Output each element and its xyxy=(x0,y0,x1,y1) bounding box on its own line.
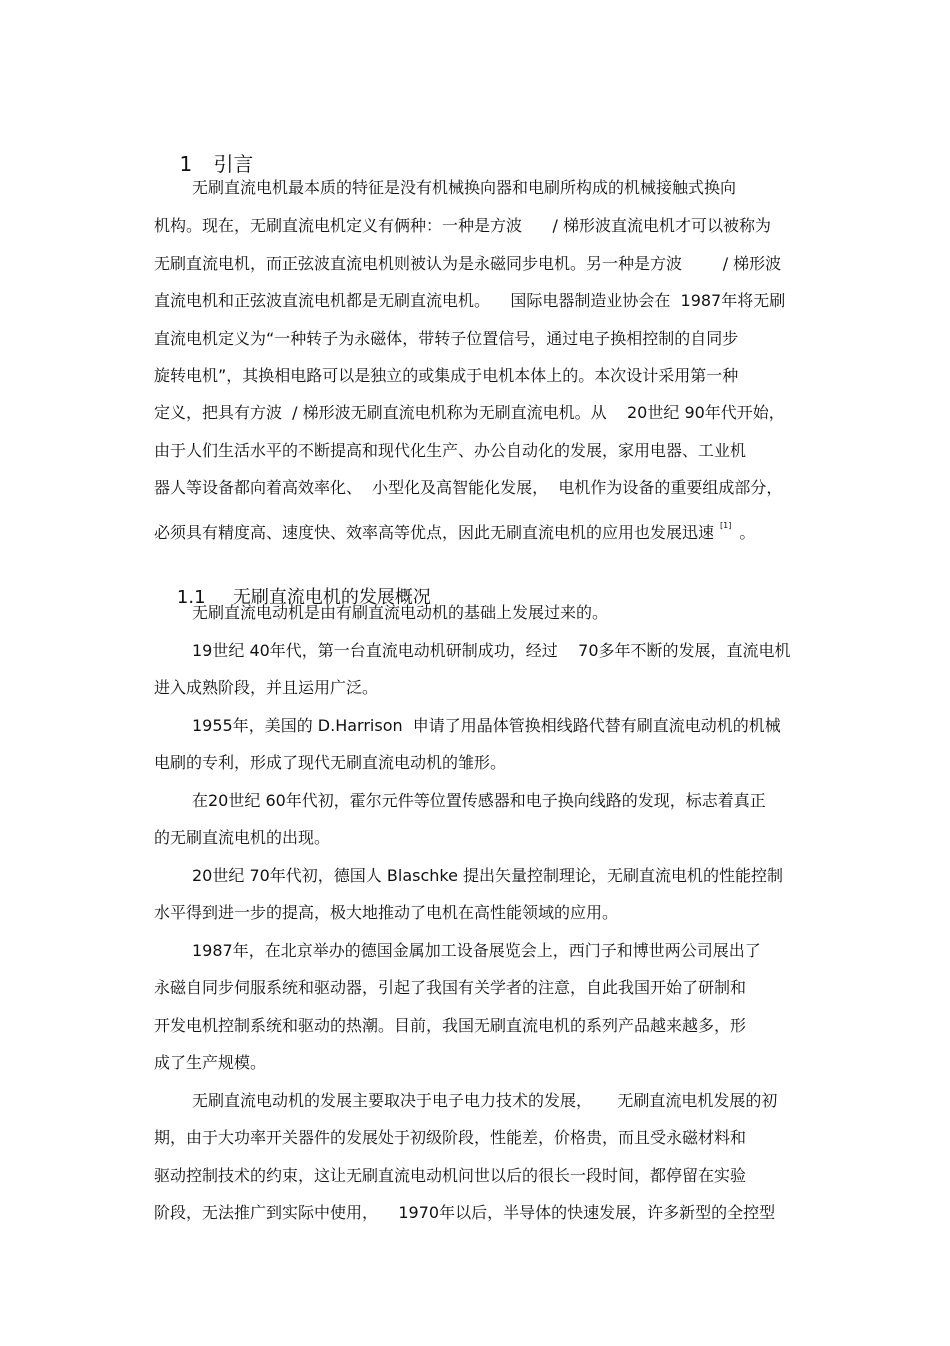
section-number: 1 xyxy=(179,152,193,176)
paragraph-line: 在20世纪 60年代初，霍尔元件等位置传感器和电子换向线路的发现，标志着真正 xyxy=(192,791,766,810)
paragraph-line: 器人等设备都向着高效率化、 小型化及高智能化发展， 电机作为设备的重要组成部分， xyxy=(154,478,783,497)
paragraph-line: 阶段，无法推广到实际中使用， 1970年以后，半导体的快速发展，许多新型的全控型 xyxy=(154,1203,776,1222)
section-title: 引言 xyxy=(213,152,254,176)
paragraph-line: 机构。现在，无刷直流电机定义有俩种：一种是方波 / 梯形波直流电机才可以被称为 xyxy=(154,216,771,235)
paragraph-line xyxy=(154,516,755,543)
paragraph-line: 定义，把具有方波 / 梯形波无刷直流电机称为无刷直流电机。从 20世纪 90年代开始， xyxy=(154,403,785,422)
paragraph-line: 水平得到进一步的提高，极大地推动了电机在高性能领域的应用。 xyxy=(154,903,619,922)
paragraph-line: 无刷直流电机，而正弦波直流电机则被认为是永磁同步电机。另一种是方波 / 梯形波 xyxy=(154,254,782,273)
paragraph-line: 无刷直流电动机是由有刷直流电动机的基础上发展过来的。 xyxy=(192,603,609,622)
paragraph-line: 直流电机定义为“一种转子为永磁体，带转子位置信号，通过电子换相控制的自同步 xyxy=(154,329,739,348)
paragraph-line: 无刷直流电动机的发展主要取决于电子电力技术的发展， 无刷直流电机发展的初 xyxy=(192,1091,778,1110)
paragraph-line: 期，由于大功率开关器件的发展处于初级阶段，性能差，价格贵，而且受永磁材料和 xyxy=(154,1128,747,1147)
paragraph-line: 1955年，美国的 D.Harrison 申请了用晶体管换相线路代替有刷直流电动机的机械 xyxy=(192,716,781,735)
paragraph-line: 进入成熟阶段，并且运用广泛。 xyxy=(154,678,379,697)
paragraph-line: 20世纪 70年代初，德国人 Blaschke 提出矢量控制理论，无刷直流电机的性能控制 xyxy=(192,866,784,885)
subsection-title: 无刷直流电机的发展概况 xyxy=(232,587,431,608)
paragraph-line: 直流电机和正弦波直流电机都是无刷直流电机。 国际电器制造业协会在 1987年将无刷 xyxy=(154,291,786,310)
paragraph-line: 驱动控制技术的约束，这让无刷直流电动机问世以后的很长一段时间，都停留在实验 xyxy=(154,1166,747,1185)
paragraph-line: 旋转电机”，其换相电路可以是独立的或集成于电机本体上的。本次设计采用第一种 xyxy=(154,366,739,385)
subsection-number: 1.1 xyxy=(176,587,206,608)
paragraph-line: 无刷直流电机最本质的特征是没有机械换向器和电刷所构成的机械接触式换向 xyxy=(192,178,737,197)
paragraph-line: 成了生产规模。 xyxy=(154,1053,267,1072)
paragraph-line: 由于人们生活水平的不断提高和现代化生产、办公自动化的发展，家用电器、工业机 xyxy=(154,441,747,460)
paragraph-line: 永磁自同步伺服系统和驱动器，引起了我国有关学者的注意，自此我国开始了研制和 xyxy=(154,978,747,997)
paragraph-line: 19世纪 40年代，第一台直流电动机研制成功，经过 70多年不断的发展，直流电机 xyxy=(192,641,791,660)
paragraph-line: 电刷的专利，形成了现代无刷直流电动机的雏形。 xyxy=(154,753,507,772)
citation-marker: [1] xyxy=(720,521,732,530)
paragraph-line: 的无刷直流电机的出现。 xyxy=(154,828,331,847)
paragraph-line-text: 必须具有精度高、速度快、效率高等优点，因此无刷直流电机的应用也发展迅速 xyxy=(154,523,715,542)
paragraph-line: 1987年，在北京举办的德国金属加工设备展览会上，西门子和博世两公司展出了 xyxy=(192,941,761,960)
paragraph-line: 开发电机控制系统和驱动的热潮。目前，我国无刷直流电机的系列产品越来越多，形 xyxy=(154,1016,747,1035)
end-punctuation: 。 xyxy=(739,523,756,542)
